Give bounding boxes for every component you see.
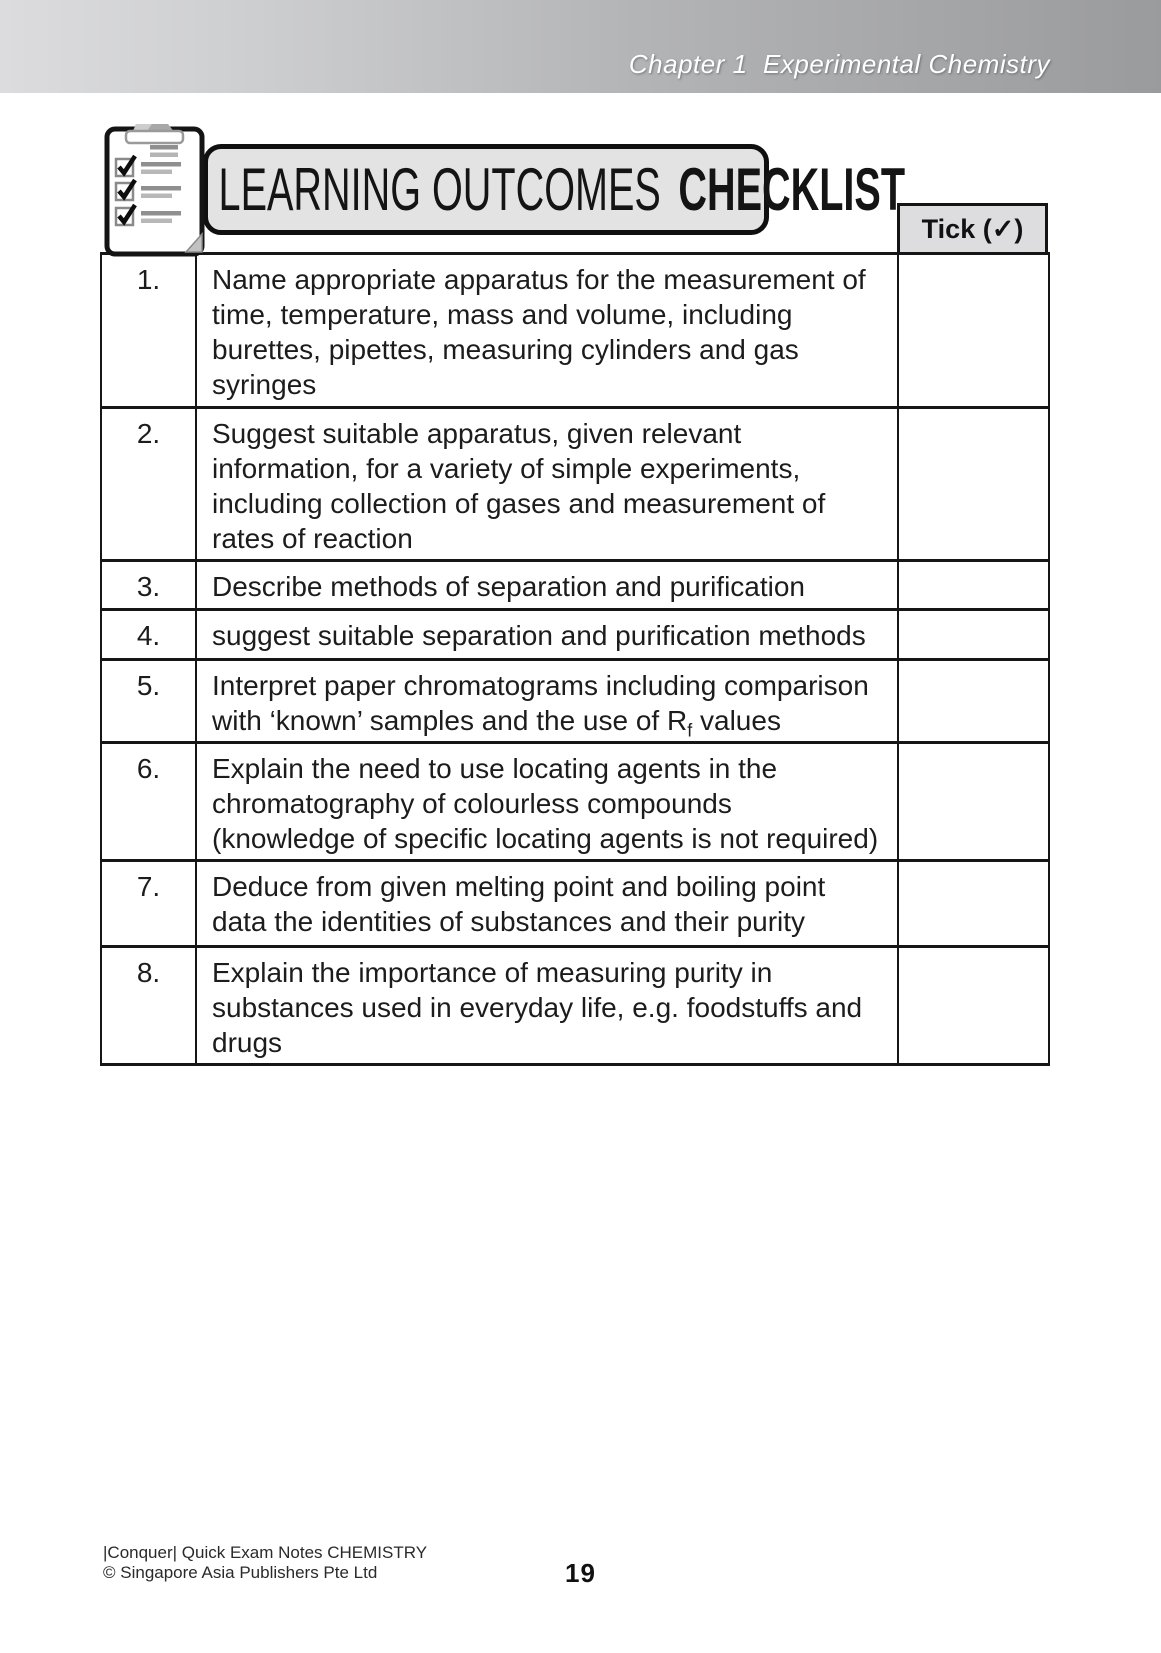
row-outcome-text: Suggest suitable apparatus, given relevant information, for a variety of simple experiments, including collection of gases and measurement of rates of reaction [196,408,898,561]
row-outcome-text: Describe methods of separation and purification [196,561,898,610]
page-number: 19 [565,1558,596,1588]
tick-cell [898,610,1049,660]
table-row [101,610,1049,660]
banner-title-bold: CHECKLIST [678,155,906,223]
tick-cell [898,660,1049,743]
tick-cell [898,947,1049,1065]
tick-column-header: Tick (✓) [897,203,1048,255]
banner-title-regular: LEARNING OUTCOMES [218,155,661,223]
clipboard-checklist-icon [104,122,205,257]
row-outcome-text: Interpret paper chromatograms including comparison with ‘known’ samples and the use of $R_f$ values [196,660,898,743]
learning-outcomes-banner [203,144,906,235]
table-row [101,743,1049,861]
tick-cell [898,561,1049,610]
row-number: 6. [101,743,196,861]
table-row [101,947,1049,1065]
banner-title [208,155,906,223]
footer-series-title: |Conquer| Quick Exam Notes CHEMISTRY [103,1543,428,1562]
table-row [101,408,1049,561]
row-outcome-text: Name appropriate apparatus for the measurement of time, temperature, mass and volume, including burettes, pipettes, measuring cylinders and gas syringes [196,254,898,408]
table-row [101,660,1049,743]
row-number: 8. [101,947,196,1065]
row-outcome-text: Explain the need to use locating agents in the chromatography of colourless compounds (knowledge of specific locating agents is not required) [196,743,898,861]
learning-outcomes-table [100,252,1050,1066]
table-row [101,861,1049,947]
row-number: 5. [101,660,196,743]
footer-publisher: © Singapore Asia Publishers Pte Ltd [103,1563,378,1582]
chapter-header-band [0,0,1161,93]
row-number: 3. [101,561,196,610]
table-row [101,561,1049,610]
tick-cell [898,743,1049,861]
table-row [101,254,1049,408]
row-outcome-text: Explain the importance of measuring purity in substances used in everyday life, e.g. foodstuffs and drugs [196,947,898,1065]
chapter-title: Chapter 1 Experimental Chemistry [628,49,1050,79]
row-number: 1. [101,254,196,408]
tick-cell [898,408,1049,561]
row-number: 4. [101,610,196,660]
row-number: 2. [101,408,196,561]
row-outcome-text: Deduce from given melting point and boiling point data the identities of substances and their purity [196,861,898,947]
tick-cell [898,861,1049,947]
row-number: 7. [101,861,196,947]
row-outcome-text: suggest suitable separation and purification methods [196,610,898,660]
tick-cell [898,254,1049,408]
